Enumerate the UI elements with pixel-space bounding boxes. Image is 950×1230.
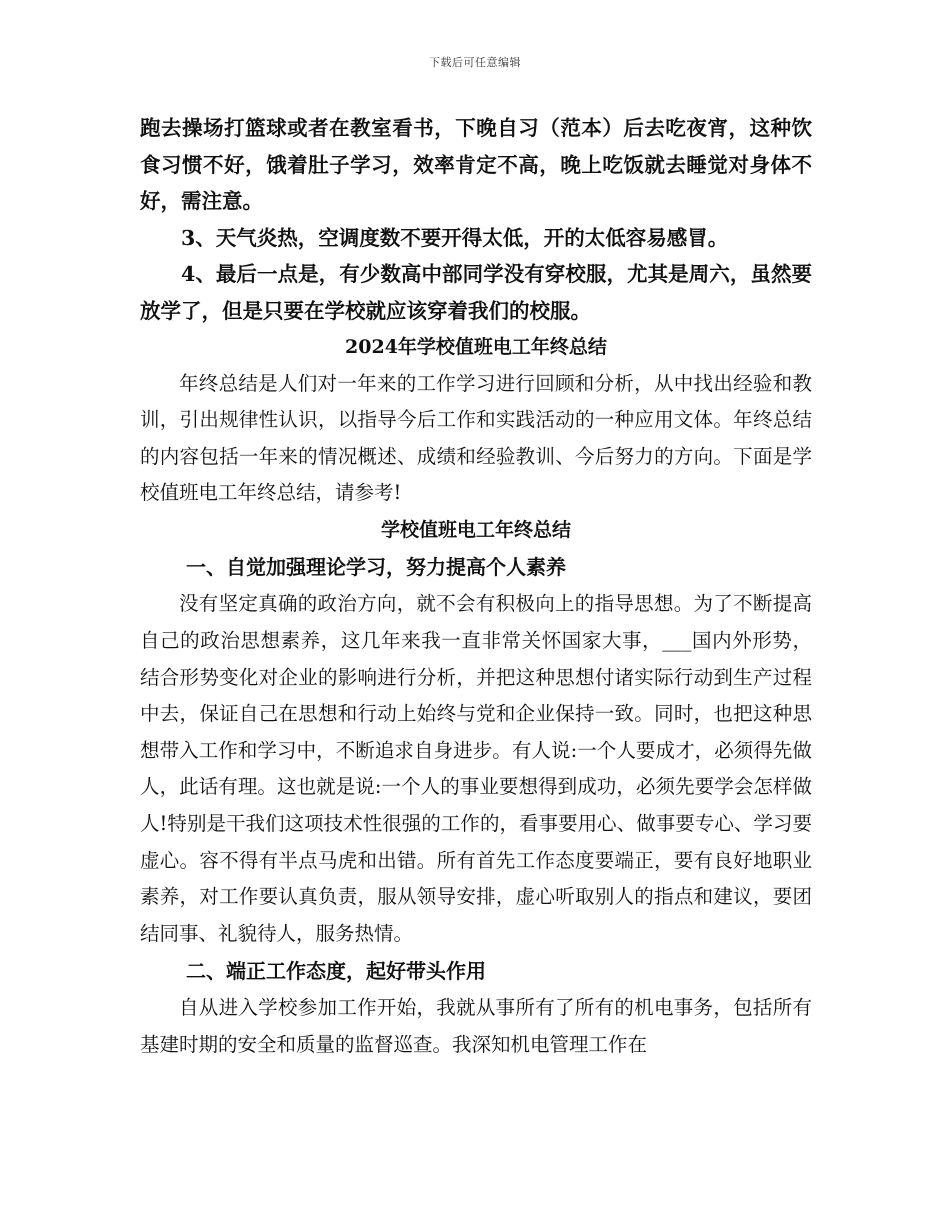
list-item-3: 3、天气炎热，空调度数不要开得太低，开的太低容易感冒。 <box>181 225 729 250</box>
list-item-4: 4、最后一点是，有少数高中部同学没有穿校服，尤其是周六，虽然要放学了，但是只要在学校就应该穿着我们的校服。 <box>140 262 812 323</box>
section-heading-1: 一、自觉加强理论学习，努力提高个人素养 <box>186 555 566 580</box>
document-body <box>140 110 812 1064</box>
article-title: 2024年学校值班电工年终总结 <box>345 336 607 358</box>
article-subtitle: 学校值班电工年终总结 <box>380 518 571 541</box>
intro-paragraph: 年终总结是人们对一年来的工作学习进行回顾和分析，从中找出经验和教训，引出规律性认识，以指导今后工作和实践活动的一种应用文体。年终总结的内容包括一年来的情况概述、成绩和经验教训、今后努力的方向。下面是学校值班电工年终总结，请参考! <box>140 371 812 505</box>
page-header: 下载后可任意编辑 <box>429 56 521 69</box>
paragraph-continued: 跑去操场打篮球或者在教室看书，下晚自习（范本）后去吃夜宵，这种饮食习惯不好，饿着肚子学习，效率肯定不高，晚上吃饭就去睡觉对身体不好，需注意。 <box>140 116 812 213</box>
section-1-body: 没有坚定真确的政治方向，就不会有积极向上的指导思想。为了不断提高自己的政治思想素养，这几年来我一直非常关怀国家大事，___国内外形势，结合形势变化对企业的影响进行分析，并把这种思想付诸实际行动到生产过程中去，保证自己在思想和行动上始终与党和企业保持一致。同时，也把这种思想带入工作和学习中，不断追求自身进步。有人说:一个人要成才，必须得先做人，此话有理。这也就是说:一个人的事业要想得到成功，必须先要学会怎样做人!特别是干我们这项技术性很强的工作的，看事要用心、做事要专心、学习要虚心。容不得有半点马虎和出错。所有首先工作态度要端正，要有良好地职业素养，对工作要认真负责，服从领导安排，虚心听取别人的指点和建议，要团结同事、礼貌待人，服务热情。 <box>140 592 812 945</box>
section-heading-2: 二、端正工作态度，起好带头作用 <box>186 959 486 984</box>
section-2-body: 自从进入学校参加工作开始，我就从事所有了所有的机电事务，包括所有基建时期的安全和质量的监督巡查。我深知机电管理工作在 <box>140 996 812 1056</box>
